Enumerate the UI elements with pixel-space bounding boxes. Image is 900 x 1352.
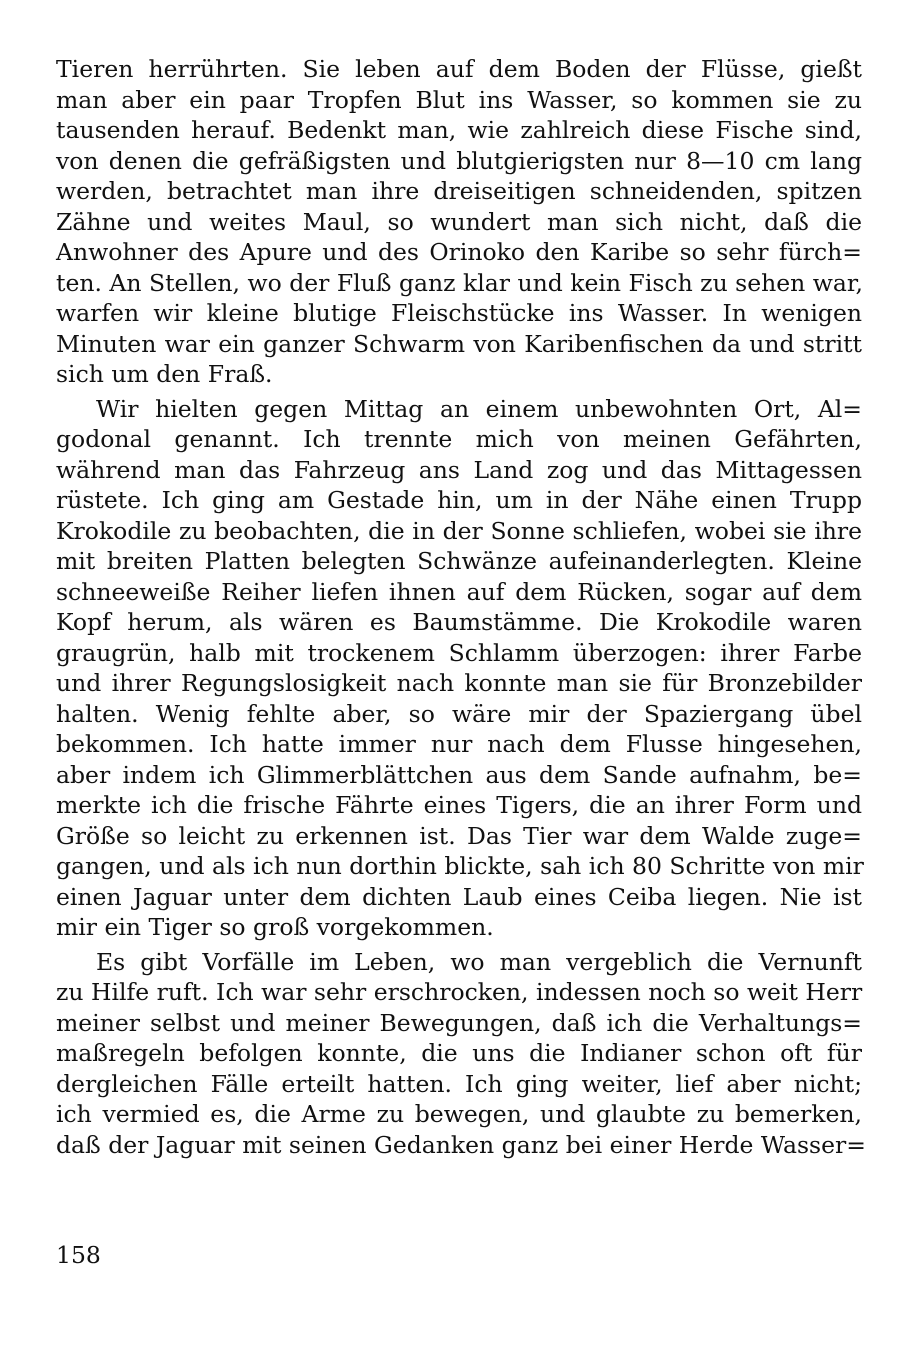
text-line: graugrün, halb mit trockenem Schlamm überzogen: ihrer Farbe bbox=[56, 638, 862, 667]
text-line: meiner selbst und meiner Bewegungen, daß ich die Verhaltungs= bbox=[56, 1008, 862, 1037]
text-line: bekommen. Ich hatte immer nur nach dem Flusse hingesehen, bbox=[56, 730, 862, 758]
paragraph-2 bbox=[56, 394, 862, 943]
text-line: Größe so leicht zu erkennen ist. Das Tier war dem Walde zuge= bbox=[56, 821, 862, 850]
paragraph-3 bbox=[56, 947, 866, 1161]
text-line: mit breiten Platten belegten Schwänze aufeinanderlegten. Kleine bbox=[56, 547, 862, 575]
text-line: halten. Wenig fehlte aber, so wäre mir der Spaziergang übel bbox=[56, 699, 862, 728]
text-line: ten. An Stellen, wo der Fluß ganz klar und kein Fisch zu sehen war, bbox=[56, 268, 864, 297]
text-line: daß der Jaguar mit seinen Gedanken ganz bei einer Herde Wasser= bbox=[56, 1130, 866, 1159]
text-line: Tieren herrührten. Sie leben auf dem Boden der Flüsse, gießt bbox=[56, 55, 862, 83]
text-line: man aber ein paar Tropfen Blut ins Wasser, so kommen sie zu bbox=[56, 85, 862, 114]
text-line: ich vermied es, die Arme zu bewegen, und glaubte zu bemerken, bbox=[56, 1100, 862, 1128]
text-line: gangen, und als ich nun dorthin blickte, sah ich 80 Schritte von mir bbox=[56, 852, 864, 880]
text-line: sich um den Fraß. bbox=[56, 360, 273, 388]
text-line: maßregeln befolgen konnte, die uns die Indianer schon oft für bbox=[56, 1039, 862, 1067]
paragraph-1 bbox=[56, 54, 862, 390]
text-line: dergleichen Fälle erteilt hatten. Ich ging weiter, lief aber nicht; bbox=[56, 1069, 862, 1098]
text-line: Wir hielten gegen Mittag an einem unbewohnten Ort, Al= bbox=[96, 394, 862, 423]
text-line: aber indem ich Glimmerblättchen aus dem Sande aufnahm, be= bbox=[56, 760, 862, 789]
text-line: Anwohner des Apure und des Orinoko den Karibe so sehr fürch= bbox=[56, 238, 862, 266]
text-line: zu Hilfe ruft. Ich war sehr erschrocken, indessen noch so weit Herr bbox=[56, 978, 863, 1006]
text-line: werden, betrachtet man ihre dreiseitigen schneidenden, spitzen bbox=[56, 177, 862, 205]
text-line: godonal genannt. Ich trennte mich von meinen Gefährten, bbox=[56, 425, 862, 453]
text-line: und ihrer Regungslosigkeit nach konnte man sie für Bronzebilder bbox=[56, 669, 862, 697]
text-line: Kopf herum, als wären es Baumstämme. Die Krokodile waren bbox=[56, 608, 862, 636]
text-line: Es gibt Vorfälle im Leben, wo man vergeblich die Vernunft bbox=[96, 947, 862, 976]
page-number: 158 bbox=[56, 1241, 101, 1269]
text-line: rüstete. Ich ging am Gestade hin, um in der Nähe einen Trupp bbox=[56, 486, 862, 514]
text-line: schneeweiße Reiher liefen ihnen auf dem Rücken, sogar auf dem bbox=[56, 577, 862, 606]
text-line: Krokodile zu beobachten, die in der Sonne schliefen, wobei sie ihre bbox=[56, 516, 862, 545]
text-line: warfen wir kleine blutige Fleischstücke ins Wasser. In wenigen bbox=[56, 299, 862, 327]
text-line: tausenden herauf. Bedenkt man, wie zahlreich diese Fische sind, bbox=[56, 116, 862, 144]
text-line: einen Jaguar unter dem dichten Laub eines Ceiba liegen. Nie ist bbox=[56, 882, 862, 911]
page-body bbox=[56, 54, 866, 1304]
text-line: mir ein Tiger so groß vorgekommen. bbox=[56, 913, 494, 941]
text-line: merkte ich die frische Fährte eines Tigers, die an ihrer Form und bbox=[56, 791, 862, 819]
text-line: von denen die gefräßigsten und blutgierigsten nur 8—10 cm lang bbox=[56, 146, 862, 175]
text-line: Zähne und weites Maul, so wundert man sich nicht, daß die bbox=[56, 207, 862, 236]
text-line: Minuten war ein ganzer Schwarm von Karibenfischen da und stritt bbox=[56, 329, 862, 358]
text-line: während man das Fahrzeug ans Land zog und das Mittagessen bbox=[56, 455, 862, 484]
